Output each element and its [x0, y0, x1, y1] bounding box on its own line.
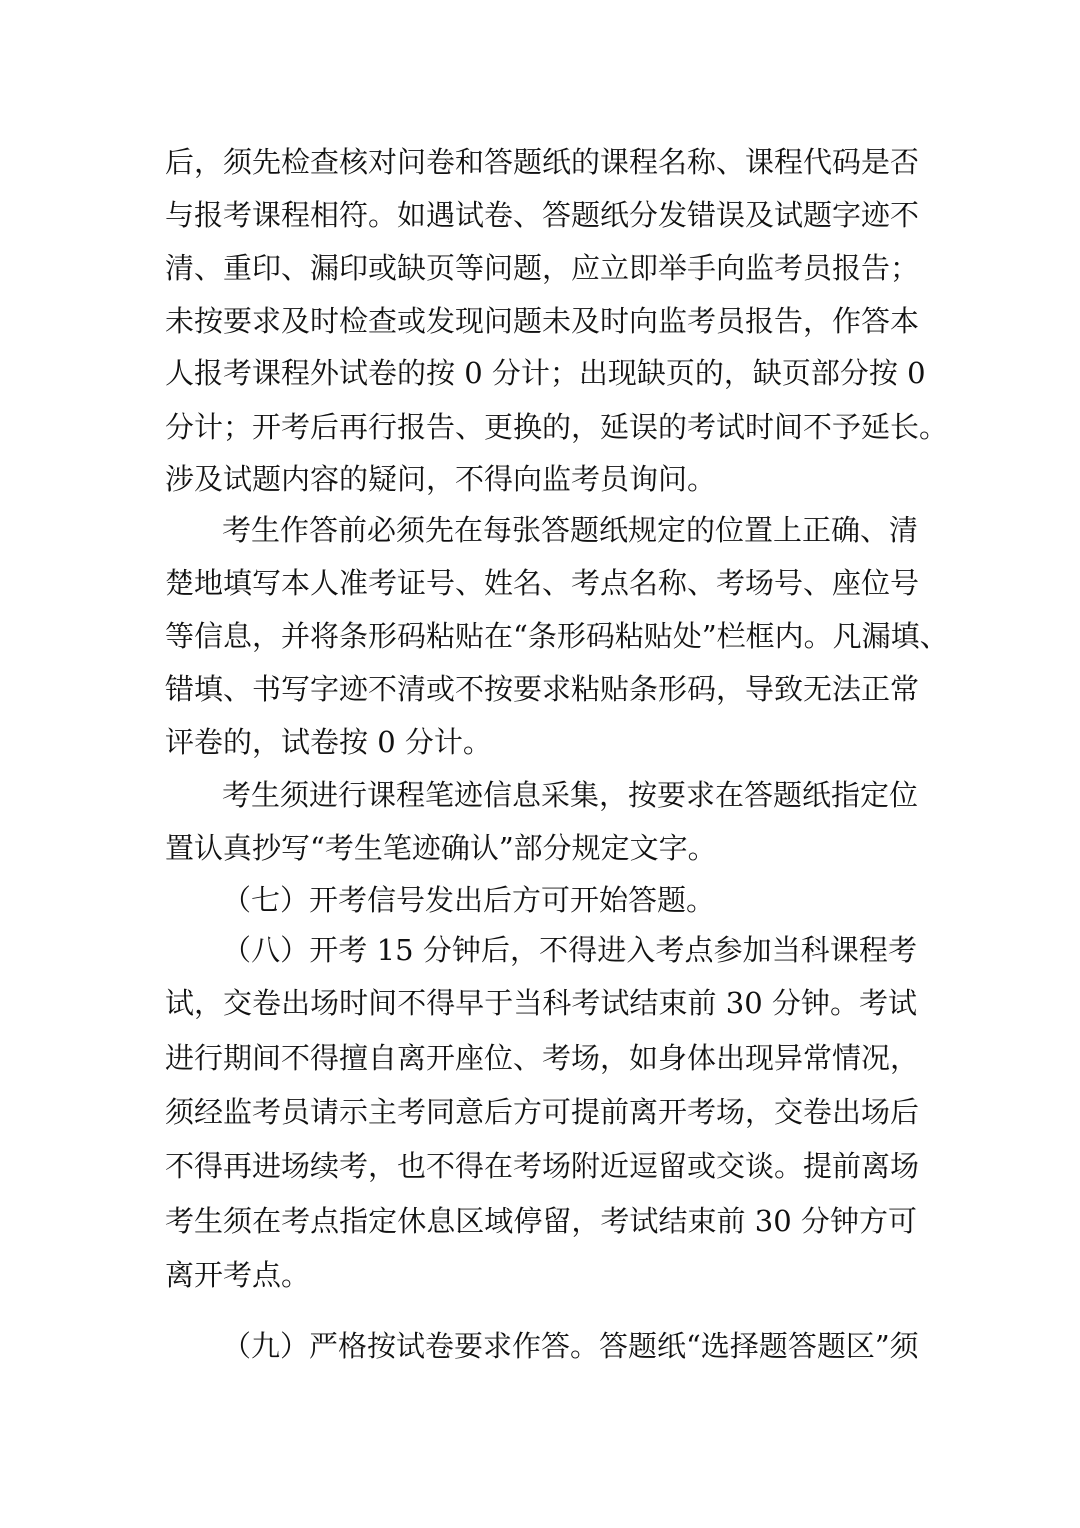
- paragraph-first-line: 考生作答前必须先在每张答题纸规定的位置上正确、清: [222, 513, 919, 547]
- text-line: 试，交卷出场时间不得早于当科考试结束前 30 分钟。考试: [165, 986, 917, 1020]
- text-line: 离开考点。: [165, 1258, 311, 1292]
- text-line: 清、重印、漏印或缺页等问题，应立即举手向监考员报告；: [165, 251, 920, 285]
- text-line: 须经监考员请示主考同意后方可提前离开考场，交卷出场后: [165, 1095, 920, 1129]
- text-line: 楚地填写本人准考证号、姓名、考点名称、考场号、座位号: [165, 566, 920, 600]
- text-line: 未按要求及时检查或发现问题未及时向监考员报告，作答本: [165, 304, 920, 338]
- text-line: 后，须先检查核对问卷和答题纸的课程名称、课程代码是否: [165, 145, 920, 179]
- text-line: 置认真抄写“考生笔迹确认”部分规定文字。: [165, 831, 717, 865]
- text-line: 分计；开考后再行报告、更换的，延误的考试时间不予延长。: [165, 410, 949, 444]
- text-line: 进行期间不得擅自离开座位、考场，如身体出现异常情况，: [165, 1041, 920, 1075]
- text-line: 涉及试题内容的疑问，不得向监考员询问。: [165, 462, 717, 496]
- text-line: 评卷的，试卷按 0 分计。: [165, 725, 492, 759]
- section-item-7: （七）开考信号发出后方可开始答题。: [222, 883, 716, 917]
- paragraph-first-line: 考生须进行课程笔迹信息采集，按要求在答题纸指定位: [222, 778, 919, 812]
- text-line: 不得再进场续考，也不得在考场附近逗留或交谈。提前离场: [165, 1149, 920, 1183]
- text-line: 等信息，并将条形码粘贴在“条形码粘贴处”栏框内。凡漏填、: [165, 619, 949, 653]
- text-line: 考生须在考点指定休息区域停留，考试结束前 30 分钟方可: [165, 1204, 917, 1238]
- text-line: 错填、书写字迹不清或不按要求粘贴条形码，导致无法正常: [165, 672, 920, 706]
- section-item-9: （九）严格按试卷要求作答。答题纸“选择题答题区”须: [222, 1329, 919, 1363]
- text-line: 与报考课程相符。如遇试卷、答题纸分发错误及试题字迹不: [165, 198, 920, 232]
- section-item-8: （八）开考 15 分钟后，不得进入考点参加当科课程考: [222, 933, 917, 967]
- text-line: 人报考课程外试卷的按 0 分计；出现缺页的，缺页部分按 0: [165, 356, 926, 390]
